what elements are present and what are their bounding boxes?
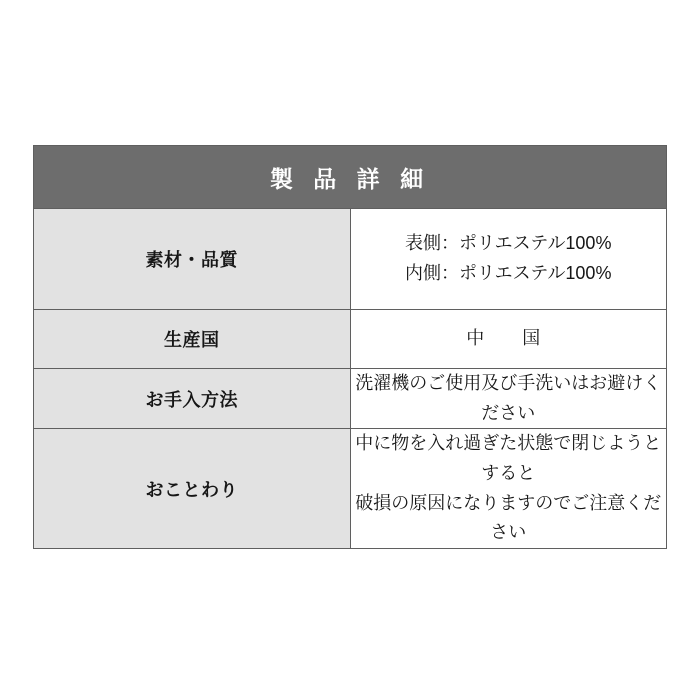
value-line: 中 国 (466, 328, 551, 349)
value-line: 破損の原因になりますのでご注意ください (355, 492, 662, 543)
row-value-care (350, 369, 667, 429)
table-row (34, 209, 667, 310)
row-label-material: 素材・品質 (34, 209, 351, 310)
row-value-country (350, 310, 667, 369)
table-title-row (34, 146, 667, 209)
row-value-note (350, 429, 667, 549)
value-line: 洗濯機のご使用及び手洗いはお避けください (355, 373, 662, 423)
value-line: 中に物を入れ過ぎた状態で閉じようとすると (355, 433, 662, 484)
row-label-note: おことわり (34, 429, 351, 549)
table-row (34, 310, 667, 369)
value-line: 内側：ポリエステル100% (405, 263, 612, 283)
row-value-material (350, 209, 667, 310)
table-row (34, 369, 667, 429)
table-row (34, 429, 667, 549)
value-line: 表側：ポリエステル100% (405, 233, 612, 254)
product-detail-table (33, 145, 667, 549)
row-label-country: 生産国 (34, 310, 351, 369)
row-label-care: お手入方法 (34, 369, 351, 429)
table-title: 製 品 詳 細 (34, 146, 667, 209)
